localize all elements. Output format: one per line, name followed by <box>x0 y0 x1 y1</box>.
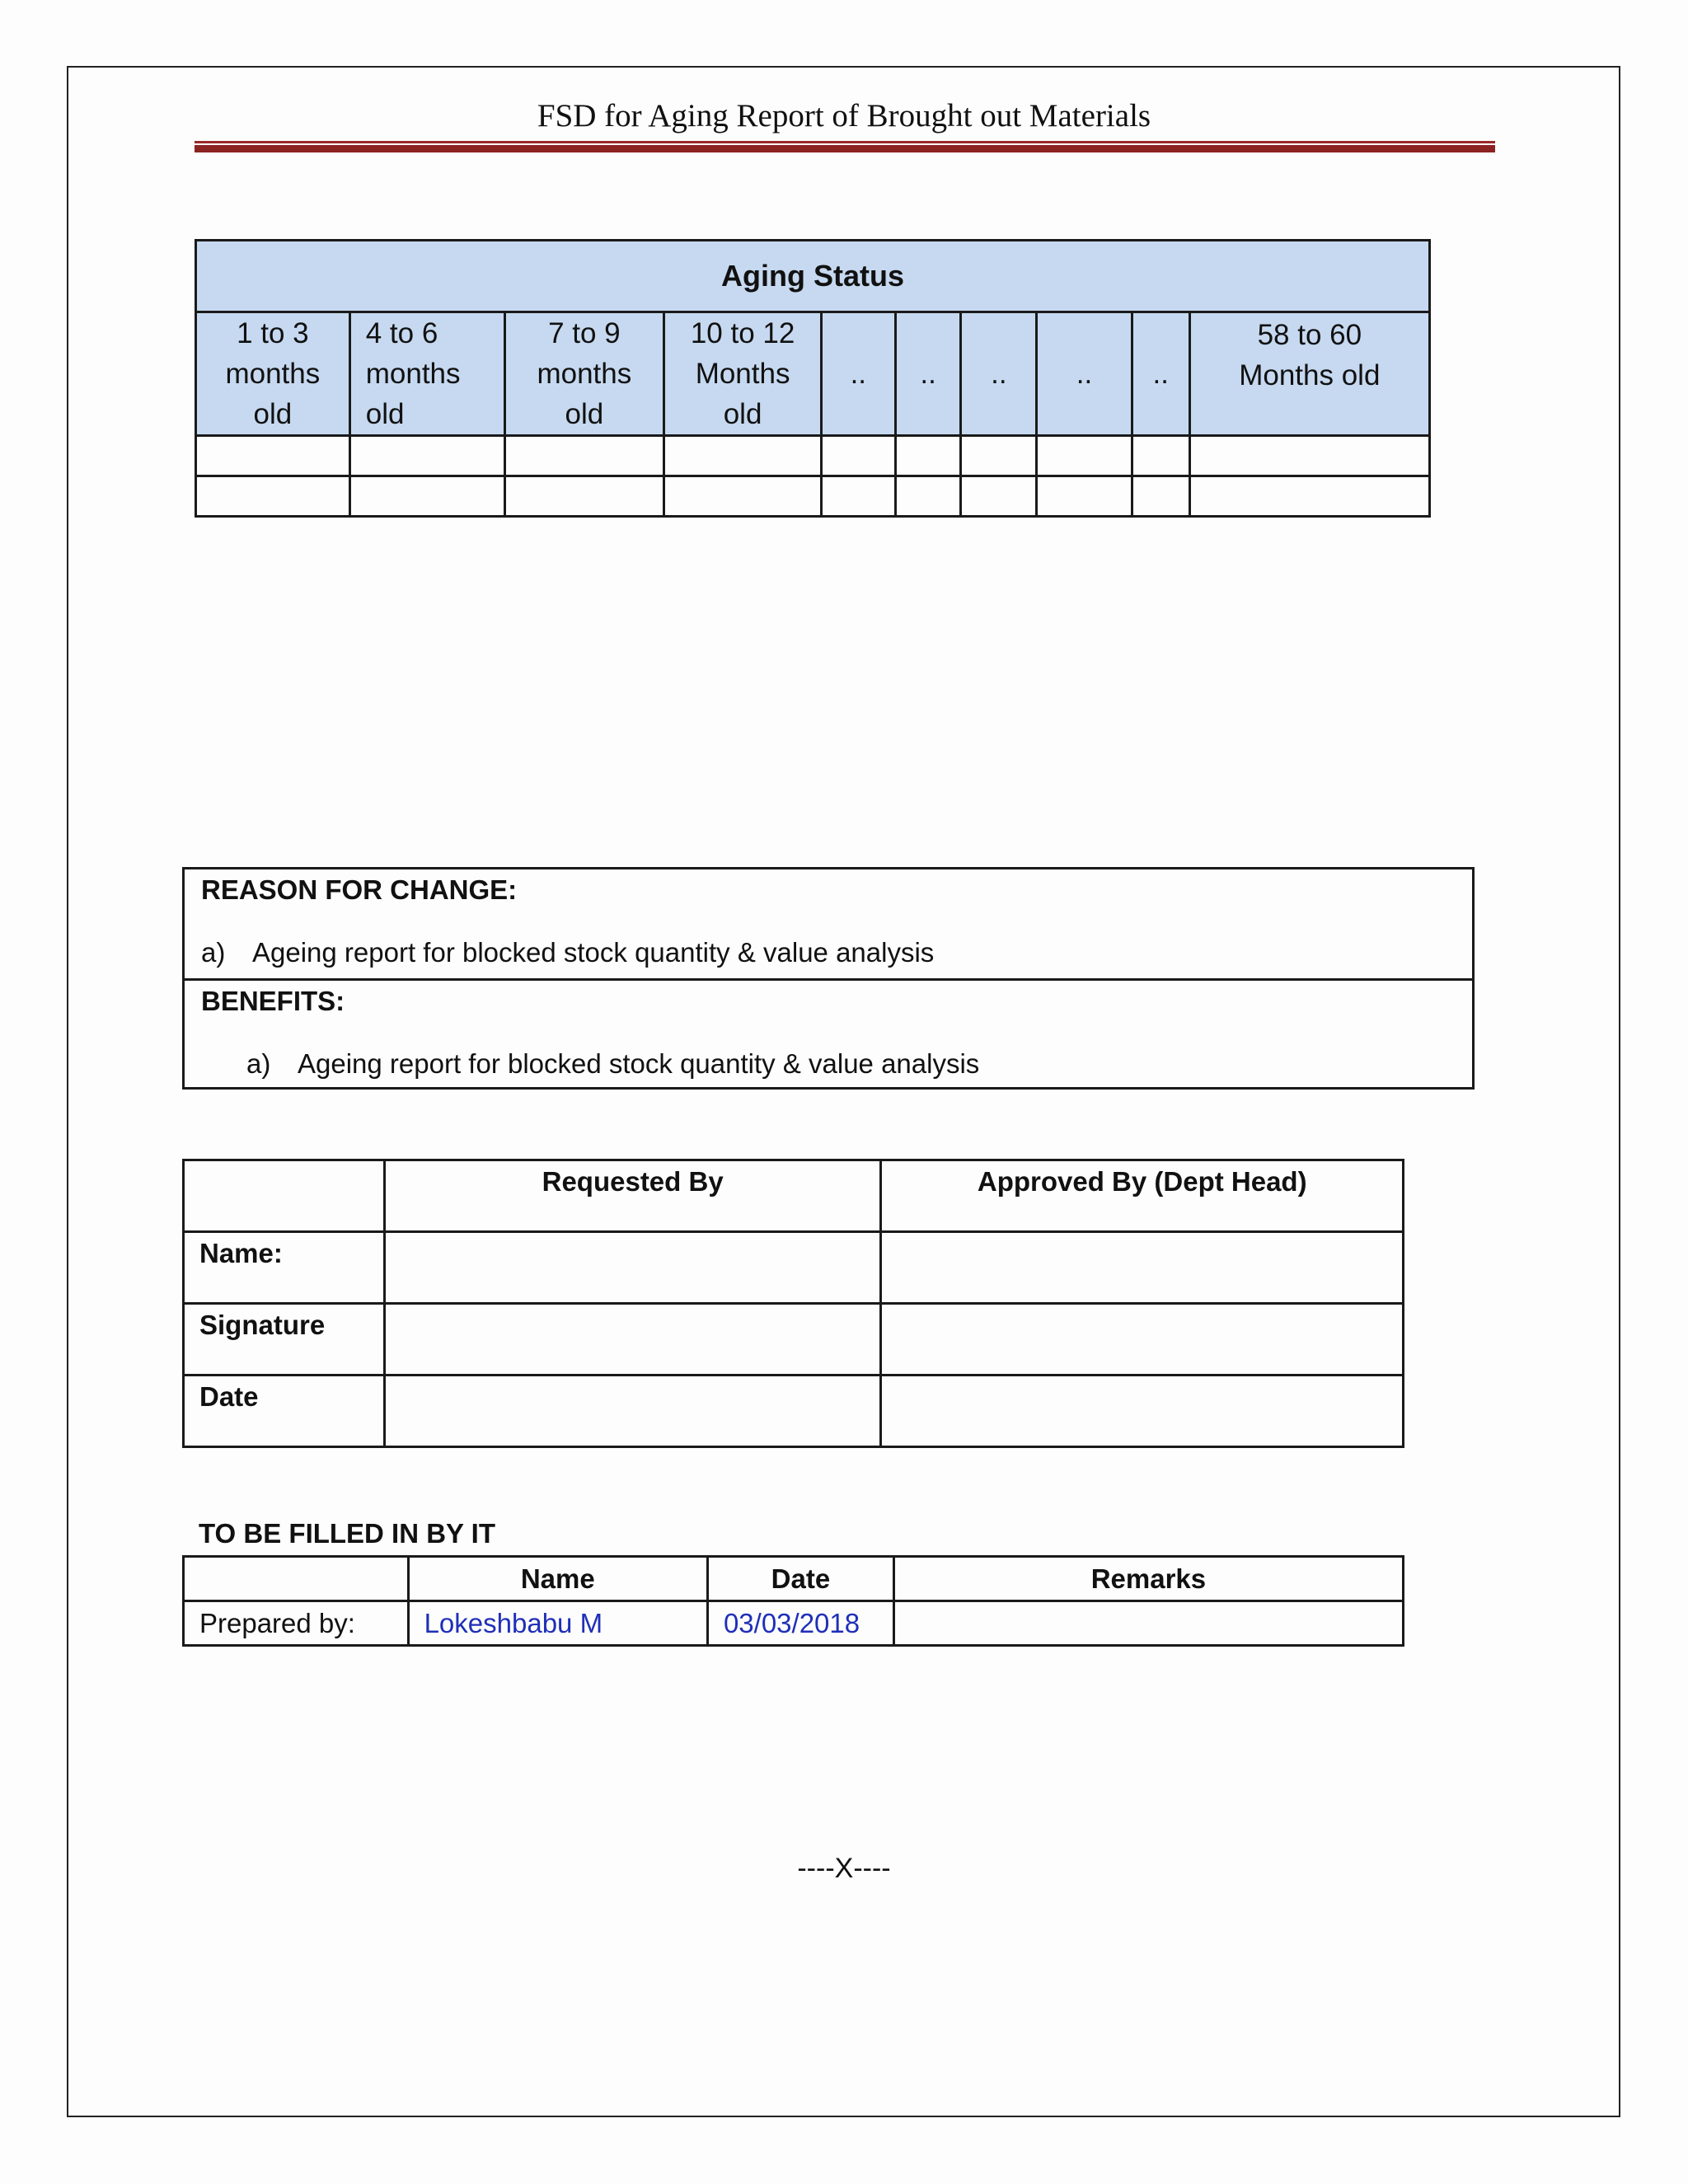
table-cell[interactable] <box>1132 476 1189 517</box>
approved-by-header: Approved By (Dept Head) <box>881 1160 1404 1232</box>
approved-signature-field[interactable] <box>881 1304 1404 1376</box>
requested-date-field[interactable] <box>384 1376 881 1447</box>
approved-name-field[interactable] <box>881 1232 1404 1304</box>
table-cell <box>184 1557 409 1601</box>
table-cell[interactable] <box>821 476 895 517</box>
signature-row-label: Signature <box>184 1304 385 1376</box>
col-label-line: 7 to 9 <box>548 317 621 349</box>
aging-col-ellipsis: .. <box>821 312 895 436</box>
it-remarks-header: Remarks <box>893 1557 1403 1601</box>
aging-col-ellipsis: .. <box>1132 312 1189 436</box>
table-cell[interactable] <box>1037 476 1132 517</box>
col-label-line: old <box>723 398 762 430</box>
table-cell[interactable] <box>1189 436 1429 476</box>
col-label-line: 1 to 3 <box>237 317 309 349</box>
name-row-label: Name: <box>184 1232 385 1304</box>
aging-col-ellipsis: .. <box>1037 312 1132 436</box>
table-cell[interactable] <box>821 436 895 476</box>
aging-col-4-6 <box>349 312 504 436</box>
aging-status-table <box>195 239 1431 518</box>
col-label-line: months <box>365 358 461 390</box>
table-cell[interactable] <box>504 436 664 476</box>
reason-for-change-cell <box>184 869 1474 980</box>
it-section-label: TO BE FILLED IN BY IT <box>199 1518 495 1549</box>
table-cell[interactable] <box>349 476 504 517</box>
it-date-header: Date <box>707 1557 893 1601</box>
reason-benefits-table <box>182 867 1475 1090</box>
aging-col-ellipsis: .. <box>961 312 1037 436</box>
reason-label: REASON FOR CHANGE: <box>201 874 518 905</box>
header-rule <box>195 141 1495 143</box>
requested-name-field[interactable] <box>384 1232 881 1304</box>
it-name-header: Name <box>408 1557 707 1601</box>
aging-col-10-12 <box>664 312 822 436</box>
aging-col-ellipsis: .. <box>895 312 961 436</box>
col-label-line: old <box>565 398 604 430</box>
benefits-item-text: Ageing report for blocked stock quantity & value analysis <box>298 1048 980 1079</box>
table-cell[interactable] <box>1189 476 1429 517</box>
col-label-line: old <box>365 398 405 430</box>
col-label-line: Months <box>695 358 790 390</box>
approval-table <box>182 1159 1404 1448</box>
reason-item-text: Ageing report for blocked stock quantity & value analysis <box>252 937 935 968</box>
prepared-by-remarks[interactable] <box>893 1601 1403 1646</box>
prepared-by-label: Prepared by: <box>184 1601 409 1646</box>
table-cell[interactable] <box>196 436 350 476</box>
requested-signature-field[interactable] <box>384 1304 881 1376</box>
col-label-line: Months old <box>1239 359 1381 391</box>
date-row-label: Date <box>184 1376 385 1447</box>
approved-date-field[interactable] <box>881 1376 1404 1447</box>
aging-empty-row <box>196 476 1430 517</box>
table-cell[interactable] <box>895 436 961 476</box>
aging-empty-row <box>196 436 1430 476</box>
table-cell <box>184 1160 385 1232</box>
prepared-by-name[interactable]: Lokeshbabu M <box>408 1601 707 1646</box>
aging-col-7-9 <box>504 312 664 436</box>
table-cell[interactable] <box>961 476 1037 517</box>
document-title: FSD for Aging Report of Brought out Materials <box>537 98 1151 134</box>
col-label-line: months <box>225 358 321 390</box>
table-cell[interactable] <box>349 436 504 476</box>
table-cell[interactable] <box>1037 436 1132 476</box>
aging-col-58-60 <box>1189 312 1429 436</box>
table-cell[interactable] <box>664 476 822 517</box>
aging-status-title: Aging Status <box>196 241 1430 312</box>
benefits-cell <box>184 980 1474 1089</box>
col-label-line: 58 to 60 <box>1257 319 1362 351</box>
table-cell[interactable] <box>196 476 350 517</box>
reason-item <box>201 937 1456 968</box>
table-cell[interactable] <box>895 476 961 517</box>
end-of-document-mark: ----X---- <box>797 1853 891 1884</box>
col-label-line: 4 to 6 <box>365 317 438 349</box>
aging-header-row <box>196 312 1430 436</box>
benefits-item <box>201 1048 1456 1080</box>
table-cell[interactable] <box>961 436 1037 476</box>
table-cell[interactable] <box>664 436 822 476</box>
list-marker: a) <box>201 937 226 968</box>
it-table <box>182 1555 1404 1647</box>
col-label-line: 10 to 12 <box>690 317 795 349</box>
header-rule-thick <box>195 145 1495 152</box>
aging-col-1-3 <box>196 312 350 436</box>
col-label-line: old <box>253 398 293 430</box>
col-label-line: months <box>537 358 632 390</box>
table-cell[interactable] <box>1132 436 1189 476</box>
table-cell[interactable] <box>504 476 664 517</box>
benefits-label: BENEFITS: <box>201 986 345 1016</box>
list-marker: a) <box>246 1048 271 1079</box>
prepared-by-date[interactable]: 03/03/2018 <box>707 1601 893 1646</box>
requested-by-header: Requested By <box>384 1160 881 1232</box>
